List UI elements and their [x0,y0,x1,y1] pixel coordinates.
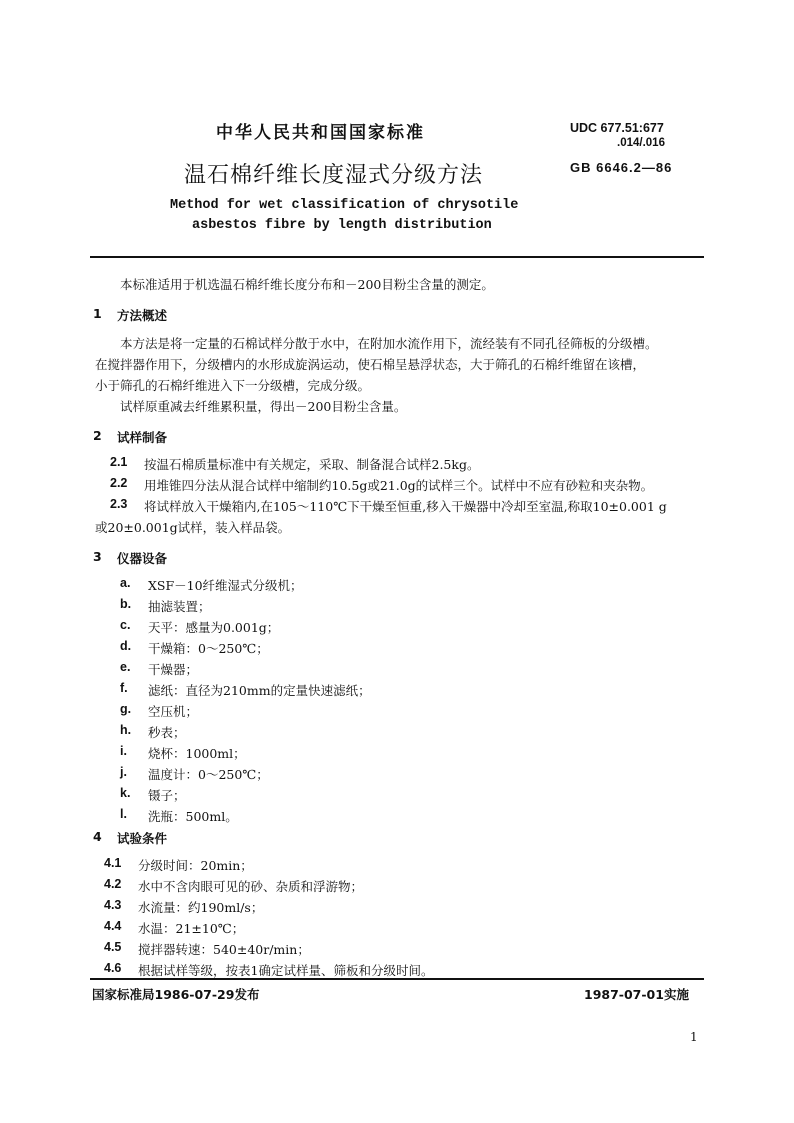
condition-text: 水中不含肉眼可见的砂、杂质和浮游物； [138,879,364,894]
condition-number: 4.2 [104,877,122,891]
clause-number: 2.2 [110,476,128,490]
equipment-item: 洗瓶：500ml。 [148,809,238,824]
equipment-label: a. [120,576,131,590]
header-divider [90,256,704,258]
equipment-label: c. [120,618,131,632]
country-standard-heading: 中华人民共和国国家标准 [216,123,425,143]
equipment-item: 空压机； [148,704,199,719]
udc-code-continued: .014/.016 [617,137,665,149]
document-title: 温石棉纤维长度湿式分级方法 [184,163,484,188]
effective-date: 1987-07-01实施 [584,987,689,1002]
condition-number: 4.1 [104,856,122,870]
section1-para1-line2: 在搅拌器作用下，分级槽内的水形成旋涡运动，使石棉呈悬浮状态，大于筛孔的石棉纤维留在该槽， [95,357,646,372]
section1-number: 1 [93,306,102,321]
equipment-item: 干燥箱：0～250℃； [148,641,269,656]
clause-text: 用堆锥四分法从混合试样中缩制约10.5g或21.0g的试样三个。试样中不应有砂粒和夹杂物。 [144,478,654,493]
footer-divider [90,978,704,980]
condition-text: 根据试样等级，按表1确定试样量、筛板和分级时间。 [138,963,434,978]
equipment-item: XSF－10纤维湿式分级机； [148,578,303,593]
section1-para2: 试样原重减去纤维累积量，得出－200目粉尘含量。 [120,399,407,414]
section2-number: 2 [93,428,102,443]
equipment-item: 滤纸：直径为210mm的定量快速滤纸； [148,683,371,698]
equipment-label: e. [120,660,131,674]
condition-text: 水流量：约190ml/s； [138,900,264,915]
section1-para1-line3: 小于筛孔的石棉纤维进入下一分级槽，完成分级。 [95,378,371,393]
clause-text-continued: 或20±0.001g试样，装入样品袋。 [95,520,291,535]
scope-paragraph: 本标准适用于机选温石棉纤维长度分布和－200目粉尘含量的测定。 [120,277,494,292]
equipment-label: b. [120,597,132,611]
english-title-line1: Method for wet classification of chrysotile [170,198,519,213]
condition-text: 分级时间：20min； [138,858,253,873]
equipment-item: 抽滤装置； [148,599,211,614]
section1-para1-line1: 本方法是将一定量的石棉试样分散于水中，在附加水流作用下，流经装有不同孔径筛板的分级槽。 [120,336,658,351]
equipment-item: 秒表； [148,725,186,740]
condition-number: 4.5 [104,940,122,954]
equipment-item: 干燥器； [148,662,199,677]
equipment-label: g. [120,702,132,716]
clause-text: 按温石棉质量标准中有关规定，采取、制备混合试样2.5kg。 [144,457,480,472]
equipment-item: 烧杯：1000ml； [148,746,246,761]
equipment-label: d. [120,639,132,653]
condition-text: 水温：21±10℃； [138,921,245,936]
issue-date: 国家标准局1986-07-29发布 [92,987,260,1002]
equipment-label: h. [120,723,132,737]
equipment-label: j. [120,765,127,779]
section3-number: 3 [93,549,102,564]
gb-number: GB 6646.2—86 [570,160,673,175]
equipment-item: 温度计：0～250℃； [148,767,269,782]
section3-title: 仪器设备 [117,551,168,566]
section4-number: 4 [93,829,102,844]
clause-number: 2.1 [110,455,128,469]
page-number: 1 [690,1030,698,1044]
section4-title: 试验条件 [117,831,168,846]
english-title-line2: asbestos fibre by length distribution [192,218,492,233]
condition-number: 4.4 [104,919,122,933]
udc-code: UDC 677.51:677 [570,121,664,135]
equipment-label: k. [120,786,131,800]
equipment-label: i. [120,744,127,758]
section2-title: 试样制备 [117,430,168,445]
equipment-item: 天平：感量为0.001g； [148,620,280,635]
clause-text: 将试样放入干燥箱内,在105～110℃下干燥至恒重,移入干燥器中冷却至室温,称取10±0.001 g [144,499,667,514]
condition-number: 4.6 [104,961,122,975]
clause-number: 2.3 [110,497,128,511]
condition-text: 搅拌器转速：540±40r/min； [138,942,310,957]
section1-title: 方法概述 [117,308,168,323]
condition-number: 4.3 [104,898,122,912]
equipment-item: 镊子； [148,788,186,803]
equipment-label: f. [120,681,128,695]
equipment-label: l. [120,807,127,821]
